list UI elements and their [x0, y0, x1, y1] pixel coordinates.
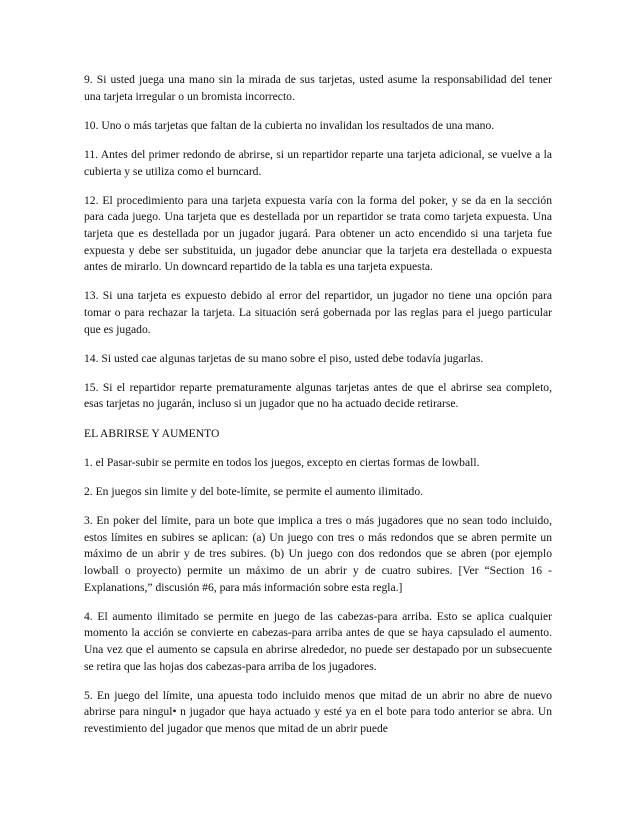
section-heading: EL ABRIRSE Y AUMENTO	[84, 426, 220, 440]
paragraph-rule-15: 15. Si el repartidor reparte prematuramente algunas tarjetas antes de que el abrirse sea completo, esas tarjetas no jugarán, incluso si un jugador que no ha actuado decide retirarse.	[84, 380, 552, 411]
paragraph-raise-1: 1. el Pasar-subir se permite en todos los juegos, excepto en ciertas formas de lowball.	[84, 455, 480, 469]
paragraph-rule-9: 9. Si usted juega una mano sin la mirada de sus tarjetas, usted asume la responsabilidad del tener una tarjeta irregular o un bromista incorrecto.	[84, 73, 552, 103]
paragraph-rule-13: 13. Si una tarjeta es expuesto debido al error del repartidor, un jugador no tiene una opción para tomar o para rechazar la tarjeta. La situación será gobernada por las reglas para el juego particular que es jugado.	[84, 289, 552, 336]
paragraph-rule-12: 12. El procedimiento para una tarjeta expuesta varía con la forma del poker, y se da en la sección para cada juego. Una tarjeta que es destellada por un repartidor se trata como tarjeta expuesta. Una tarjeta que es destellada por un jugador jugará. Para obtener un acto encendido si una tarjeta fue expuesta y debe ser substituida, un jugador debe anunciar que la tarjeta era destellada o expuesta antes de mirarlo. Un downcard repartido de la tabla es una tarjeta expuesta.	[84, 193, 552, 274]
paragraph-raise-2: 2. En juegos sin limite y del bote-límite, se permite el aumento ilimitado.	[84, 485, 424, 499]
paragraph-rule-11: 11. Antes del primer redondo de abrirse, si un repartidor reparte una tarjeta adicional, se vuelve a la cubierta y se utiliza como el burncard.	[84, 147, 552, 178]
paragraph-rule-14: 14. Si usted cae algunas tarjetas de su mano sobre el piso, usted debe todavía jugarlas.	[84, 351, 484, 365]
paragraph-raise-5: 5. En juego del límite, una apuesta todo incluido menos que mitad de un abrir no abre de nuevo abrirse para ningul• n jugador que haya actuado y esté ya en el bote para todo anterior se abra. Un revestimiento del jugador que menos que mitad de un abrir puede	[84, 688, 552, 735]
paragraph-raise-3: 3. En poker del límite, para un bote que implica a tres o más jugadores que no sean todo incluido, estos límites en subires se aplican: (a) Un juego con tres o más redondos que se abren permite un máximo de un abrir y de tres subires. (b) Un juego con dos redondos que se abren (por ejemplo lowball o proyecto) permite un máximo de un abrir y de cuatro subires. [Ver “Section 16 - Explanations,” discusión #6, para más información sobre esta regla.]	[84, 514, 552, 594]
paragraph-raise-4: 4. El aumento ilimitado se permite en juego de las cabezas-para arriba. Esto se aplica cualquier momento la acción se convierte en cabezas-para arriba antes de que se haya capsulado el aumento. Una vez que el aumento se capsula en abrirse alrededor, no puede ser destapado por un subsecuente se retira que las hojas dos cabezas-para arriba de los jugadores.	[84, 609, 552, 673]
document-page	[84, 72, 552, 750]
paragraph-rule-10: 10. Uno o más tarjetas que faltan de la cubierta no invalidan los resultados de una mano.	[84, 118, 495, 132]
